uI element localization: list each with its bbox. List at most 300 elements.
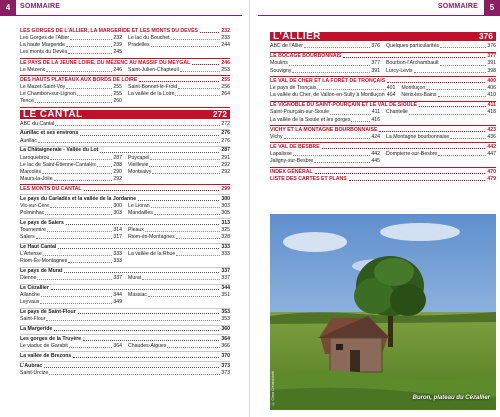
toc-entry-label: Tournemire xyxy=(20,227,46,234)
toc-entry xyxy=(20,155,122,162)
leader-dots xyxy=(54,176,113,181)
subsection-heading-page: 344 xyxy=(221,285,230,292)
toc-entry-label: Les monts du Devès xyxy=(20,49,68,56)
toc-entry-page: 264 xyxy=(221,91,230,98)
entry-columns xyxy=(20,84,230,105)
subsection-heading-page: 370 xyxy=(221,353,230,359)
toc-entry-label: ABC du Cantal xyxy=(20,120,55,127)
toc-entry-label: La Montagne bourbonnaise xyxy=(386,133,450,140)
toc-entry-page: 410 xyxy=(487,92,496,99)
toc-entry-page: 272 xyxy=(221,120,230,127)
entry-column-right xyxy=(386,134,496,141)
leader-dots xyxy=(440,60,487,65)
toc-entry-label: La vallée de la Loire xyxy=(128,91,175,98)
toc-entry-label: La haute Margeride xyxy=(20,42,65,49)
toc-entry-page: 373 xyxy=(221,369,230,376)
leader-dots xyxy=(46,316,220,321)
leader-dots xyxy=(314,158,370,163)
subsection-heading-page: 360 xyxy=(221,326,230,333)
subsection-heading-page: 287 xyxy=(221,147,230,154)
subsection-heading xyxy=(20,130,230,137)
toc-entry-label: L'Artense xyxy=(20,251,42,258)
toc-entry-label: Pradelles xyxy=(128,42,150,49)
subsection-heading-page: 300 xyxy=(221,195,230,202)
entry-column-right xyxy=(386,151,496,165)
divider xyxy=(20,334,230,335)
leader-dots xyxy=(66,42,112,47)
toc-entry xyxy=(20,227,122,234)
subsection-heading xyxy=(20,285,230,292)
subsection-heading-page: 276 xyxy=(221,130,230,137)
entry-columns xyxy=(20,343,230,350)
leader-dots xyxy=(152,169,220,174)
maps-list-link-page: 479 xyxy=(487,175,496,182)
leader-dots xyxy=(50,155,112,160)
subsection-heading-label: Le pays du Carladès et la vallée de la Jordanne xyxy=(20,195,137,202)
subsection-heading xyxy=(20,220,230,227)
leader-dots xyxy=(40,299,112,304)
subsection-heading-label: Aurillac et ses environs xyxy=(20,130,79,137)
toc-entry-page: 447 xyxy=(487,151,496,158)
subsection-heading-page: 364 xyxy=(221,336,230,343)
leader-dots xyxy=(167,343,220,348)
toc-entry-page: 292 xyxy=(221,168,230,175)
toc-entry xyxy=(20,84,122,91)
entry-column-right xyxy=(128,251,230,265)
section-heading-page: 400 xyxy=(487,77,496,84)
toc-entry-page: 406 xyxy=(487,84,496,91)
entry-columns xyxy=(20,67,230,74)
section-heading-label: DES HAUTS PLATEAUX AUX BORDS DE LOIRE xyxy=(20,76,138,83)
leader-dots xyxy=(438,92,487,97)
header-title: SOMMAIRE xyxy=(437,3,478,10)
subsection-heading xyxy=(20,147,230,154)
toc-entry-page: 418 xyxy=(487,109,496,116)
divider xyxy=(20,194,230,195)
toc-entry xyxy=(386,60,496,67)
toc-entry-page: 292 xyxy=(221,161,230,168)
toc-entry-page: 245 xyxy=(113,49,122,56)
leader-dots xyxy=(317,85,385,90)
toc-entry-page: 256 xyxy=(221,84,230,91)
leader-dots xyxy=(343,53,485,58)
toc-entry xyxy=(386,68,496,75)
toc-entry xyxy=(20,234,122,241)
leader-dots xyxy=(68,49,112,54)
subsection-heading xyxy=(20,244,230,251)
toc-entry xyxy=(401,92,496,99)
leader-dots xyxy=(64,268,219,273)
entry-columns xyxy=(20,227,230,241)
maps-list-link xyxy=(270,176,496,183)
divider xyxy=(20,129,230,130)
toc-entry xyxy=(128,251,230,258)
toc-entry-label: Les Gorges de l'Allier xyxy=(20,35,70,42)
leader-dots xyxy=(66,84,112,89)
leader-dots xyxy=(68,258,112,263)
entry-column-right xyxy=(128,292,230,306)
section-heading-page: 423 xyxy=(487,126,496,133)
section-heading-page: 246 xyxy=(221,59,230,66)
leader-dots xyxy=(293,151,370,156)
subsection-heading-page: 373 xyxy=(221,362,230,369)
toc-entry-page: 291 xyxy=(221,154,230,161)
toc-entry-page: 292 xyxy=(113,175,122,182)
leader-dots xyxy=(97,162,113,167)
toc-entry-label: Dienne xyxy=(20,275,37,282)
toc-entry-page: 233 xyxy=(221,35,230,42)
leader-dots xyxy=(37,275,112,280)
entry-column-left xyxy=(20,203,122,217)
subsection-heading-label: Les gorges de la Truyère xyxy=(20,336,82,343)
toc-entry xyxy=(128,227,230,234)
subsection-heading-label: Le pays de Saint-Flour xyxy=(20,309,76,316)
toc-entry-page: 333 xyxy=(113,258,122,265)
toc-entry xyxy=(270,109,380,116)
leader-dots xyxy=(69,343,112,348)
entry-column-right xyxy=(386,43,496,50)
leader-dots xyxy=(78,309,220,314)
section-heading xyxy=(20,60,230,67)
toc-entry-label: Lurcy-Lévis xyxy=(386,67,413,74)
leader-dots xyxy=(35,98,113,103)
toc-entry-label: Leyvaux xyxy=(20,299,40,306)
toc-entry-label: Saint-Flour xyxy=(20,316,46,323)
leader-dots xyxy=(145,227,220,232)
toc-entry xyxy=(20,67,122,74)
region-page: 376 xyxy=(478,31,493,41)
toc-entry-label: Bourbon-l'Archambault xyxy=(386,60,439,67)
toc-entry xyxy=(128,42,230,49)
leader-dots xyxy=(50,203,112,208)
leader-dots xyxy=(284,134,371,139)
toc-entry-label: Murat xyxy=(128,275,142,282)
buron-photo xyxy=(270,214,496,410)
subsection-heading-page: 337 xyxy=(221,268,230,275)
section-heading-label: LE VAL DE BESBRE xyxy=(270,144,320,151)
toc-entry xyxy=(128,162,230,169)
toc-entry-label: Néris-les-Bains xyxy=(401,92,437,99)
toc-entry-page: 364 xyxy=(113,343,122,350)
entry-columns xyxy=(270,109,496,123)
toc-entry-label: Le Mézenc xyxy=(20,66,46,73)
toc-entry xyxy=(386,151,496,158)
toc-entry-label: Saint-Bonnet-le-Froid xyxy=(128,84,178,91)
toc-entry xyxy=(128,275,230,282)
toc-entry-label: Le lac du Bouchet xyxy=(128,35,170,42)
toc-entry-page: 404 xyxy=(386,92,396,99)
section-heading-page: 232 xyxy=(221,28,230,34)
toc-entry-label: Vichy xyxy=(270,133,283,140)
leader-dots xyxy=(100,147,219,152)
toc-entry-label: Maurs-la-Jolie xyxy=(20,175,53,182)
header-rule xyxy=(16,15,242,16)
toc-entry-label: Riom-Ès-Montagnes xyxy=(20,258,68,265)
section-heading xyxy=(20,77,230,84)
toc-entry xyxy=(20,299,122,306)
entry-column-left xyxy=(270,109,380,123)
leader-dots xyxy=(44,363,219,368)
section-divider xyxy=(20,75,230,76)
toc-entry-label: Souvigny xyxy=(270,67,292,74)
leader-dots xyxy=(322,144,486,149)
toc-entry-page: 445 xyxy=(371,158,380,165)
entry-columns xyxy=(20,155,230,183)
toc-entry-page: 255 xyxy=(113,91,122,98)
toc-entry-page: 401 xyxy=(386,84,396,91)
toc-entry-label: Le viaduc de Garabit xyxy=(20,343,68,350)
entry-column-right xyxy=(128,84,230,105)
region-title: LE CANTAL xyxy=(23,108,83,120)
leader-dots xyxy=(45,210,112,215)
toc-entry xyxy=(128,203,230,210)
toc-entry-page: 288 xyxy=(113,161,122,168)
toc-entry-page: 398 xyxy=(487,67,496,74)
leader-dots xyxy=(41,292,112,297)
entry-column-right xyxy=(128,67,230,74)
toc-entry-page: 255 xyxy=(113,84,122,91)
toc-entry-label: La vallée du Cher, de Vallon-en-Sully à Montluçon xyxy=(270,92,385,99)
toc-entry-label: Dompierre-sur-Besbre xyxy=(386,151,438,158)
section-heading-label: LE BOCAGE BOURBONNAIS xyxy=(270,53,342,60)
toc-entry-page: 253 xyxy=(221,66,230,73)
toc-entry xyxy=(20,275,122,282)
subsection-heading-label: Le Cézallier xyxy=(20,285,49,292)
toc-entry xyxy=(128,155,230,162)
toc-entry-page: 260 xyxy=(113,98,122,105)
section-divider xyxy=(20,107,230,108)
leader-dots xyxy=(55,121,220,126)
leader-dots xyxy=(38,138,220,143)
toc-entry xyxy=(20,210,122,217)
toc-entry-page: 276 xyxy=(221,137,230,144)
divider xyxy=(20,146,230,147)
subsection-heading-label: Le Haut Cantal xyxy=(20,244,57,251)
entry-columns xyxy=(270,134,496,141)
leader-dots xyxy=(304,43,370,48)
toc-entry-label: La vallée de la Sioule et les gorges xyxy=(270,116,351,123)
region-title: L'ALLIER xyxy=(273,31,321,42)
left-toc xyxy=(20,28,230,377)
toc-entry-label: Allanche xyxy=(20,292,40,299)
entry-columns xyxy=(20,275,230,282)
entry-column-left xyxy=(270,43,380,50)
toc-entry xyxy=(128,210,230,217)
toc-entry xyxy=(128,67,230,74)
section-heading xyxy=(270,127,496,134)
section-heading-page: 299 xyxy=(221,186,230,193)
leader-dots xyxy=(192,60,219,65)
section-heading-label: LE VAL DE CHER ET LA FORÊT DE TRONÇAIS xyxy=(270,77,386,84)
subsection-heading-label: La Margeride xyxy=(20,326,53,333)
leader-dots xyxy=(70,35,112,40)
toc-entry-label: Le pays de Tronçais xyxy=(270,84,317,91)
subsection-heading xyxy=(20,268,230,275)
photo-caption: Buron, plateau du Cézallier xyxy=(412,395,490,401)
leader-dots xyxy=(426,85,486,90)
entry-columns xyxy=(20,203,230,217)
toc-entry xyxy=(128,343,230,350)
toc-entry-label: Saint-Julien-Chapteuil xyxy=(128,66,179,73)
section-divider xyxy=(270,142,496,143)
toc-entry-label: Le Lioran xyxy=(128,203,150,210)
subsection-heading-label: Le pays de Salers xyxy=(20,220,64,227)
toc-entry-page: 349 xyxy=(113,299,122,306)
entry-columns xyxy=(20,251,230,265)
leader-dots xyxy=(387,78,485,83)
toc-entry-page: 244 xyxy=(221,42,230,49)
toc-entry-label: Chaudes-Aigues xyxy=(128,343,167,350)
toc-entry xyxy=(401,85,496,92)
toc-entry-page: 300 xyxy=(113,203,122,210)
toc-entry-page: 232 xyxy=(113,35,122,42)
leader-dots xyxy=(150,155,220,160)
section-heading-page: 377 xyxy=(487,53,496,60)
entry-columns xyxy=(270,60,496,74)
toc-entry xyxy=(20,49,122,56)
toc-entry xyxy=(270,158,380,165)
toc-entry xyxy=(20,316,230,323)
toc-entry xyxy=(128,84,230,91)
toc-entry-label: Le Chambon-sur-Lignon xyxy=(20,91,76,98)
toc-entry-page: 376 xyxy=(371,43,380,50)
leader-dots xyxy=(138,196,219,201)
toc-entry-page: 328 xyxy=(221,234,230,241)
toc-entry xyxy=(20,98,122,105)
toc-entry-label: Mandailles xyxy=(128,210,153,217)
toc-entry xyxy=(270,151,380,158)
subsection-heading xyxy=(20,363,230,370)
section-divider xyxy=(20,184,230,185)
toc-entry-page: 303 xyxy=(221,203,230,210)
toc-entry-label: Saint-Urcize xyxy=(20,369,49,376)
toc-entry-label: Pleaux xyxy=(128,227,144,234)
toc-entry-page: 333 xyxy=(113,251,122,258)
entry-column-left xyxy=(20,227,122,241)
region-page: 272 xyxy=(212,108,227,119)
section-heading xyxy=(270,78,496,85)
toc-entry xyxy=(270,85,395,92)
toc-entry xyxy=(128,234,230,241)
section-heading xyxy=(270,102,496,109)
leader-dots xyxy=(171,35,221,40)
toc-entry xyxy=(128,91,230,98)
toc-entry-page: 333 xyxy=(221,251,230,258)
section-divider xyxy=(20,58,230,59)
subsection-heading-label: La vallée de Brezons xyxy=(20,353,72,359)
leader-dots xyxy=(73,353,219,358)
leader-dots xyxy=(80,130,219,135)
section-divider xyxy=(270,76,496,77)
toc-entry-label: ABC de l'Allier xyxy=(270,43,303,50)
toc-entry-page: 239 xyxy=(113,42,122,49)
toc-entry-page: 353 xyxy=(221,316,230,323)
toc-entry-label: Massiac xyxy=(128,292,148,299)
toc-entry-label: Vic-sur-Cère xyxy=(20,203,50,210)
leader-dots xyxy=(289,60,370,65)
index-link xyxy=(270,169,496,176)
leader-dots xyxy=(180,67,221,72)
divider xyxy=(20,361,230,362)
toc-entry-page: 376 xyxy=(487,43,496,50)
leader-dots xyxy=(58,244,219,249)
toc-entry xyxy=(20,91,122,98)
toc-entry xyxy=(270,117,380,124)
section-divider xyxy=(270,125,496,126)
leader-dots xyxy=(84,186,220,191)
entry-column-right xyxy=(401,85,496,99)
photo-credit: © Clara Christofoletti xyxy=(271,371,275,406)
toc-entry-label: Aurillac xyxy=(20,137,38,144)
toc-entry-page: 436 xyxy=(487,133,496,140)
leader-dots xyxy=(200,28,219,33)
entry-column-left xyxy=(20,84,122,105)
toc-entry xyxy=(20,138,230,145)
toc-entry xyxy=(20,292,122,299)
leader-dots xyxy=(351,117,370,122)
section-heading-label: LE VIGNOBLE DU SAINT-POURÇAIN ET LE VAL DE SIOULE xyxy=(270,102,418,109)
divider xyxy=(20,308,230,309)
leader-dots xyxy=(139,77,219,82)
toc-entry xyxy=(270,68,380,75)
entry-column-left xyxy=(270,60,380,74)
section-heading-label: VICHY ET LA MONTAGNE BOURBONNAISE xyxy=(270,126,378,133)
subsection-heading xyxy=(20,196,230,203)
entry-column-right xyxy=(386,109,496,123)
toc-entry-page: 344 xyxy=(113,292,122,299)
toc-entry-label: Moulins xyxy=(270,60,288,67)
leader-dots xyxy=(175,91,220,96)
section-divider xyxy=(270,101,496,102)
toc-entry xyxy=(270,60,380,67)
leader-dots xyxy=(151,203,221,208)
toc-entry-label: Tence xyxy=(20,98,34,105)
leader-dots xyxy=(178,84,220,89)
toc-entry-page: 305 xyxy=(221,210,230,217)
toc-entry xyxy=(20,169,122,176)
toc-entry-label: Marcolès xyxy=(20,168,42,175)
leader-dots xyxy=(36,234,113,239)
leader-dots xyxy=(409,109,486,114)
toc-entry xyxy=(20,162,122,169)
landscape-illustration xyxy=(270,214,496,410)
leader-dots xyxy=(151,42,221,47)
entry-column-left xyxy=(20,67,122,74)
toc-entry-page: 391 xyxy=(487,60,496,67)
toc-entry-page: 416 xyxy=(371,116,380,123)
left-header xyxy=(0,0,250,16)
toc-entry-page: 411 xyxy=(371,109,380,116)
entry-column-left xyxy=(20,275,122,282)
subsection-heading xyxy=(20,336,230,343)
toc-entry xyxy=(386,43,496,50)
toc-entry xyxy=(270,134,380,141)
toc-entry-page: 317 xyxy=(113,234,122,241)
subsection-heading-page: 333 xyxy=(221,244,230,251)
maps-list-link-label: LISTE DES CARTES ET PLANS xyxy=(270,175,347,182)
entry-column-right xyxy=(128,227,230,241)
divider xyxy=(20,284,230,285)
leader-dots xyxy=(54,326,219,331)
section-divider xyxy=(270,52,496,53)
toc-entry-page: 366 xyxy=(221,343,230,350)
entry-column-left xyxy=(270,85,395,99)
toc-entry xyxy=(386,109,496,116)
divider xyxy=(20,325,230,326)
toc-entry xyxy=(20,42,122,49)
toc-entry xyxy=(386,134,496,141)
entry-column-right xyxy=(128,155,230,183)
